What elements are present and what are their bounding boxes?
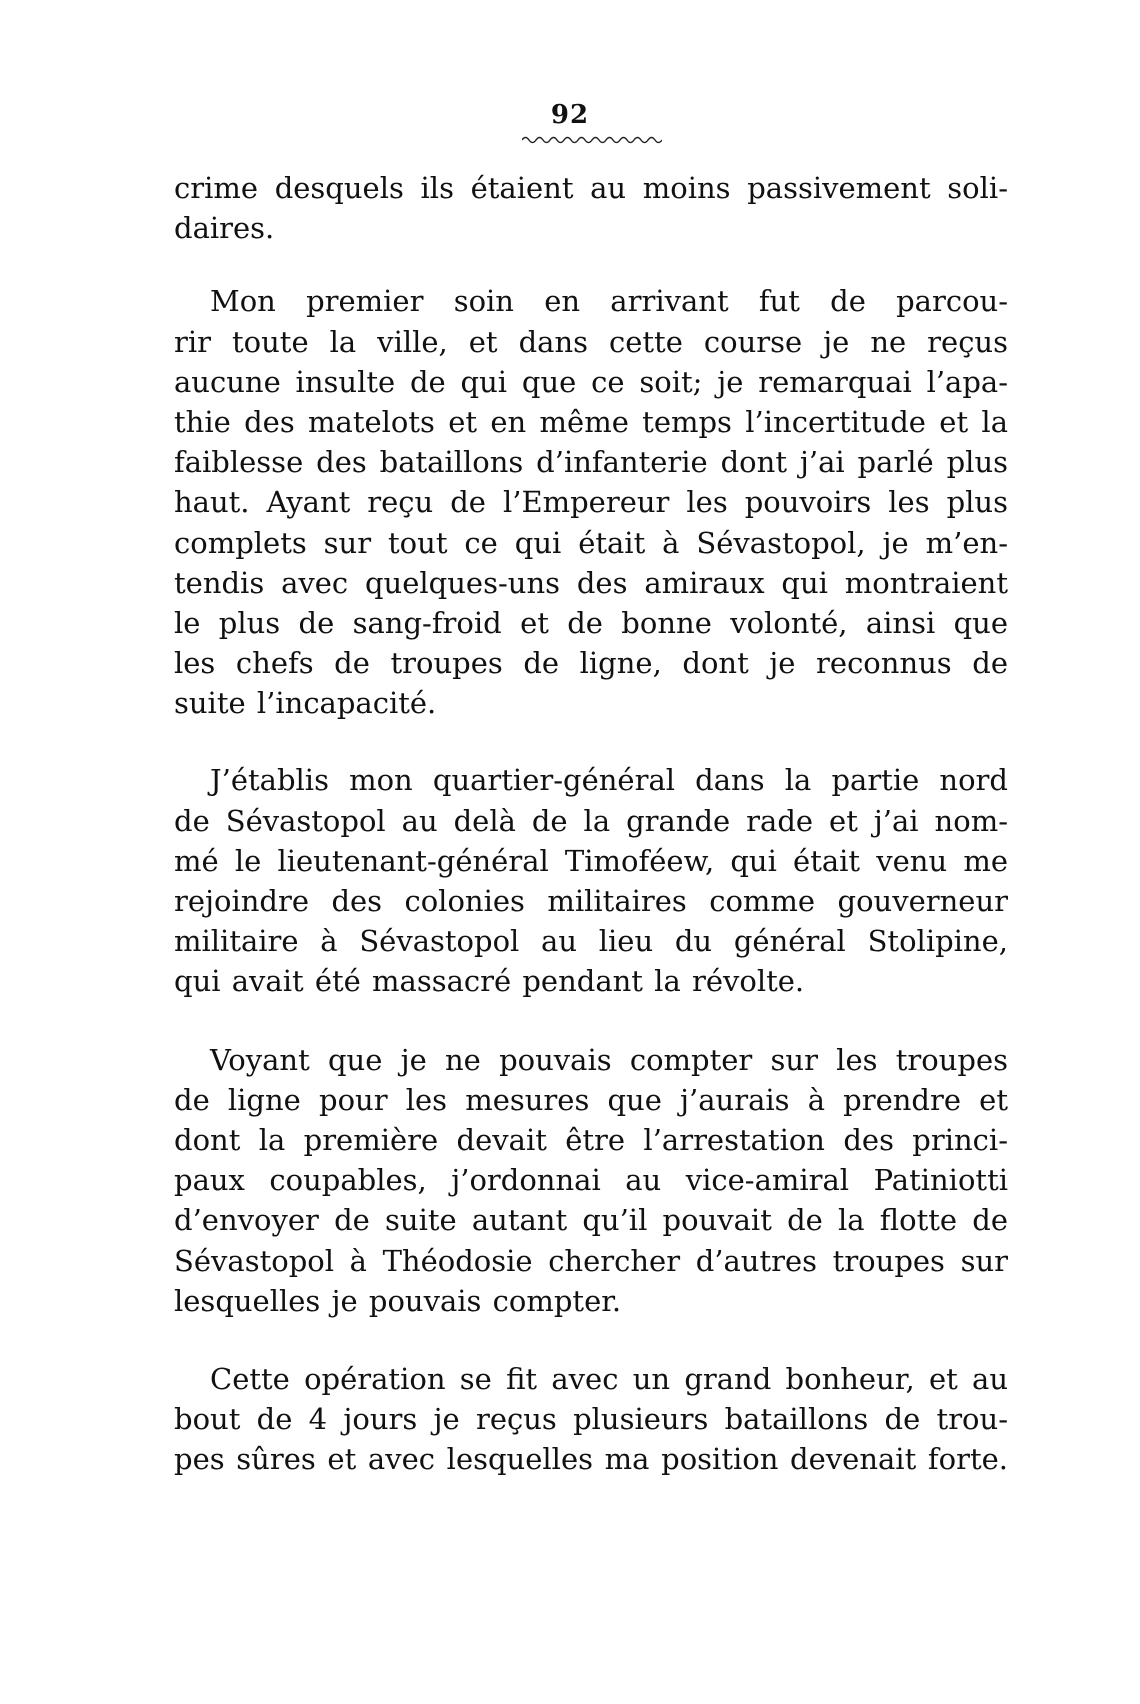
- paragraph-5: [174, 1359, 1008, 1480]
- text-line: paux coupables, j’ordonnai au vice-amiral Patiniotti: [174, 1163, 1008, 1198]
- paragraph-3: [174, 760, 1008, 1001]
- text-line: faiblesse des bataillons d’infanterie dont j’ai parlé plus: [174, 445, 1008, 480]
- text-line: aucune insulte de qui que ce soit; je remarquai l’apa-: [174, 364, 1008, 399]
- paragraph-1: [174, 168, 1008, 248]
- text-line: mé le lieutenant-général Timoféew, qui était venu me: [174, 843, 1008, 878]
- page-number: 92: [550, 100, 590, 130]
- text-line: crime desquels ils étaient au moins passivement soli-: [174, 171, 1008, 205]
- text-line: Mon premier soin en arrivant fut de parcou-: [210, 284, 1008, 319]
- text-line: haut. Ayant reçu de l’Empereur les pouvoirs les plus: [174, 485, 1008, 520]
- text-line: bout de 4 jours je reçus plusieurs bataillons de trou-: [174, 1402, 1008, 1437]
- text-line: de ligne pour les mesures que j’aurais à prendre et: [174, 1082, 1008, 1117]
- text-line: J’établis mon quartier-général dans la partie nord: [210, 763, 1008, 798]
- text-line: d’envoyer de suite autant qu’il pouvait de la flotte de: [174, 1203, 1008, 1238]
- text-line: pes sûres et avec lesquelles ma position devenait forte.: [174, 1442, 1008, 1477]
- text-line: tendis avec quelques-uns des amiraux qui montraient: [174, 565, 1008, 600]
- text-line: daires.: [174, 211, 275, 246]
- text-line: Voyant que je ne pouvais compter sur les troupes: [210, 1042, 1008, 1077]
- paragraph-4: [174, 1040, 1008, 1321]
- text-line: lesquelles je pouvais compter.: [174, 1283, 622, 1318]
- text-line: le plus de sang-froid et de bonne volonté, ainsi que: [174, 605, 1008, 640]
- wavy-rule-ornament: [522, 134, 662, 146]
- text-line: les chefs de troupes de ligne, dont je reconnus de: [174, 646, 1008, 681]
- text-line: Sévastopol à Théodosie chercher d’autres troupes sur: [174, 1243, 1008, 1278]
- text-line: militaire à Sévastopol au lieu du général Stolipine,: [174, 924, 1008, 959]
- text-line: Cette opération se fit avec un grand bonheur, et au: [210, 1361, 1008, 1396]
- text-line: rir toute la ville, et dans cette course je ne reçus: [174, 324, 1008, 359]
- text-line: thie des matelots et en même temps l’incertitude et la: [174, 404, 1008, 439]
- text-line: complets sur tout ce qui était à Sévastopol, je m’en-: [174, 525, 1008, 560]
- text-line: de Sévastopol au delà de la grande rade et j’ai nom-: [174, 803, 1008, 838]
- text-line: suite l’incapacité.: [174, 686, 437, 721]
- body-text: [174, 168, 1008, 1479]
- text-line: qui avait été massacré pendant la révolte.: [174, 964, 805, 999]
- text-line: rejoindre des colonies militaires comme gouverneur: [174, 884, 1008, 918]
- text-line: dont la première devait être l’arrestation des princi-: [174, 1122, 1008, 1157]
- paragraph-2: [174, 281, 1008, 723]
